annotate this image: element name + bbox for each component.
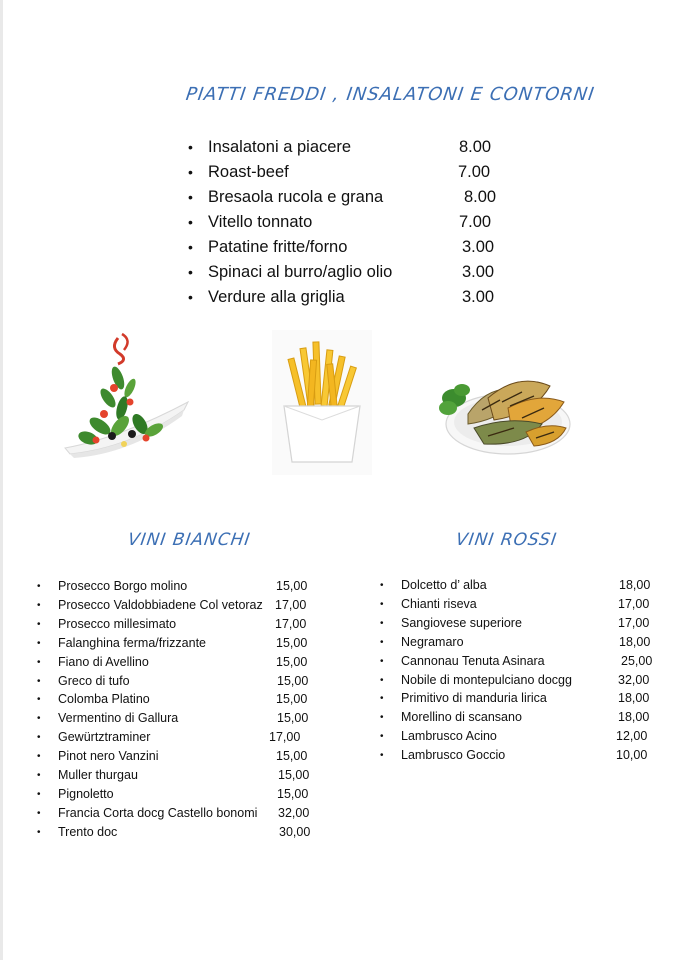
- salad-image: [60, 330, 195, 460]
- item-name: Prosecco Borgo molino: [58, 579, 188, 593]
- menu-item: [188, 260, 495, 285]
- menu-item: [37, 728, 337, 747]
- item-price: 15,00: [276, 692, 308, 707]
- menu-item: [380, 708, 675, 727]
- item-name: Chianti riseva: [401, 596, 477, 611]
- menu-item: [380, 576, 675, 595]
- grilled-vegetables-image: [438, 362, 573, 462]
- item-name: Spinaci al burro/aglio olio: [208, 263, 393, 281]
- item-name: Bresaola rucola e grana: [208, 188, 384, 206]
- item-price: 12,00: [616, 729, 648, 744]
- item-price: 3.00: [462, 238, 495, 256]
- item-price: 15,00: [276, 635, 308, 650]
- item-name: Sangiovese superiore: [401, 615, 522, 630]
- item-price: 18,00: [619, 634, 651, 649]
- fries-image: [272, 330, 372, 475]
- menu-item: [188, 235, 495, 260]
- item-name: Negramaro: [401, 634, 464, 649]
- item-name: Primitivo di manduria lirica: [401, 691, 547, 706]
- menu-item: [380, 689, 675, 708]
- bullet-icon: •: [188, 289, 193, 305]
- item-price: 15,00: [277, 786, 309, 801]
- item-price: 3.00: [462, 288, 495, 306]
- item-name: Colomba Platino: [58, 692, 150, 707]
- item-name: Nobile di montepulciano docgg: [401, 672, 572, 687]
- item-price: 32,00: [278, 805, 310, 820]
- page-edge: [0, 0, 3, 960]
- bullet-icon: •: [380, 617, 384, 629]
- item-price: 15,00: [276, 579, 308, 593]
- bullet-icon: •: [37, 599, 41, 611]
- bullet-icon: •: [37, 637, 41, 649]
- item-name: Prosecco Valdobbiadene Col vetoraz: [58, 597, 263, 612]
- item-price: 17,00: [618, 615, 650, 630]
- menu-item: [37, 709, 337, 728]
- menu-item: [380, 727, 675, 746]
- menu-item: [37, 766, 337, 785]
- item-name: Francia Corta docg Castello bonomi: [58, 805, 258, 820]
- bullet-icon: •: [37, 618, 41, 630]
- menu-item: [37, 596, 337, 615]
- bullet-icon: •: [37, 694, 41, 706]
- item-price: 7.00: [459, 213, 492, 231]
- bullet-icon: •: [380, 712, 384, 724]
- menu-item: [188, 210, 492, 235]
- item-price: 17,00: [618, 596, 650, 611]
- section-title-vini-rossi: VINI ROSSI: [454, 530, 559, 550]
- item-price: 15,00: [277, 711, 309, 726]
- item-name: Falanghina ferma/frizzante: [58, 635, 206, 650]
- item-price: 18,00: [618, 710, 650, 725]
- item-name: Dolcetto d’ alba: [401, 578, 487, 592]
- menu-item: [380, 652, 675, 671]
- bullet-icon: •: [380, 598, 384, 610]
- menu-item: [37, 804, 337, 823]
- item-name: Greco di tufo: [58, 673, 130, 688]
- item-name: Lambrusco Goccio: [401, 748, 506, 763]
- bullet-icon: •: [188, 264, 193, 280]
- item-name: Gewürtztraminer: [58, 730, 151, 745]
- bullet-icon: •: [380, 636, 384, 648]
- item-name: Vermentino di Gallura: [58, 711, 179, 726]
- item-price: 18,00: [619, 578, 651, 592]
- bullet-icon: •: [380, 674, 384, 686]
- item-name: Muller thurgau: [58, 768, 138, 782]
- item-price: 15,00: [278, 768, 310, 782]
- item-name: Pignoletto: [58, 786, 114, 801]
- bullet-icon: •: [380, 655, 384, 667]
- bullet-icon: •: [37, 732, 41, 744]
- item-name: Trento doc: [58, 824, 118, 839]
- bullet-icon: •: [37, 656, 41, 668]
- item-name: Verdure alla griglia: [208, 288, 345, 306]
- item-price: 7.00: [458, 163, 491, 181]
- menu-item: [380, 614, 675, 633]
- menu-item: [188, 160, 491, 185]
- item-name: Morellino di scansano: [401, 710, 522, 725]
- bullet-icon: •: [380, 693, 384, 705]
- bullet-icon: •: [188, 164, 193, 180]
- item-name: Cannonau Tenuta Asinara: [401, 653, 545, 668]
- item-price: 25,00: [621, 653, 653, 668]
- item-name: Lambrusco Acino: [401, 729, 497, 744]
- bullet-icon: •: [380, 731, 384, 743]
- item-price: 8.00: [459, 138, 492, 156]
- bullet-icon: •: [380, 750, 384, 762]
- bullet-icon: •: [380, 580, 384, 591]
- section-title-vini-bianchi: VINI BIANCHI: [126, 530, 252, 550]
- menu-item: [188, 185, 497, 210]
- item-price: 8.00: [464, 188, 497, 206]
- item-price: 30,00: [279, 824, 311, 839]
- item-name: Prosecco millesimato: [58, 616, 177, 631]
- item-price: 15,00: [277, 673, 309, 688]
- bullet-icon: •: [37, 788, 41, 800]
- item-name: Patatine fritte/forno: [208, 238, 348, 256]
- bullet-icon: •: [188, 139, 193, 155]
- item-name: Roast-beef: [208, 163, 289, 181]
- menu-item: [37, 785, 337, 804]
- menu-item: [188, 135, 492, 160]
- item-name: Insalatoni a piacere: [208, 138, 352, 156]
- item-price: 17,00: [275, 616, 307, 631]
- bullet-icon: •: [37, 581, 41, 592]
- bullet-icon: •: [37, 675, 41, 687]
- item-price: 15,00: [276, 749, 308, 764]
- menu-item: [37, 634, 337, 653]
- item-price: 32,00: [618, 672, 650, 687]
- menu-item: [37, 823, 337, 842]
- menu-item: [188, 285, 495, 310]
- item-price: 17,00: [275, 597, 307, 612]
- item-price: 15,00: [276, 654, 308, 669]
- bullet-icon: •: [188, 189, 193, 205]
- menu-item: [380, 746, 675, 765]
- item-price: 10,00: [616, 748, 648, 763]
- item-name: Pinot nero Vanzini: [58, 749, 159, 764]
- menu-item: [37, 577, 337, 596]
- menu-item: [37, 653, 337, 672]
- menu-item: [37, 747, 337, 766]
- menu-item: [37, 690, 337, 709]
- bullet-icon: •: [188, 214, 193, 230]
- bullet-icon: •: [188, 239, 193, 255]
- bullet-icon: •: [37, 807, 41, 819]
- bullet-icon: •: [37, 713, 41, 725]
- item-price: 18,00: [618, 691, 650, 706]
- bullet-icon: •: [37, 826, 41, 838]
- item-name: Fiano di Avellino: [58, 654, 149, 669]
- section-title-piatti: PIATTI FREDDI , INSALATONI E CONTORNI: [184, 84, 597, 105]
- menu-item: [380, 633, 675, 652]
- bullet-icon: •: [37, 770, 41, 781]
- menu-item: [37, 672, 337, 691]
- item-price: 3.00: [462, 263, 495, 281]
- bullet-icon: •: [37, 751, 41, 763]
- menu-item: [37, 615, 337, 634]
- menu-item: [380, 595, 675, 614]
- menu-item: [380, 671, 675, 690]
- item-price: 17,00: [269, 730, 301, 745]
- item-name: Vitello tonnato: [208, 213, 313, 231]
